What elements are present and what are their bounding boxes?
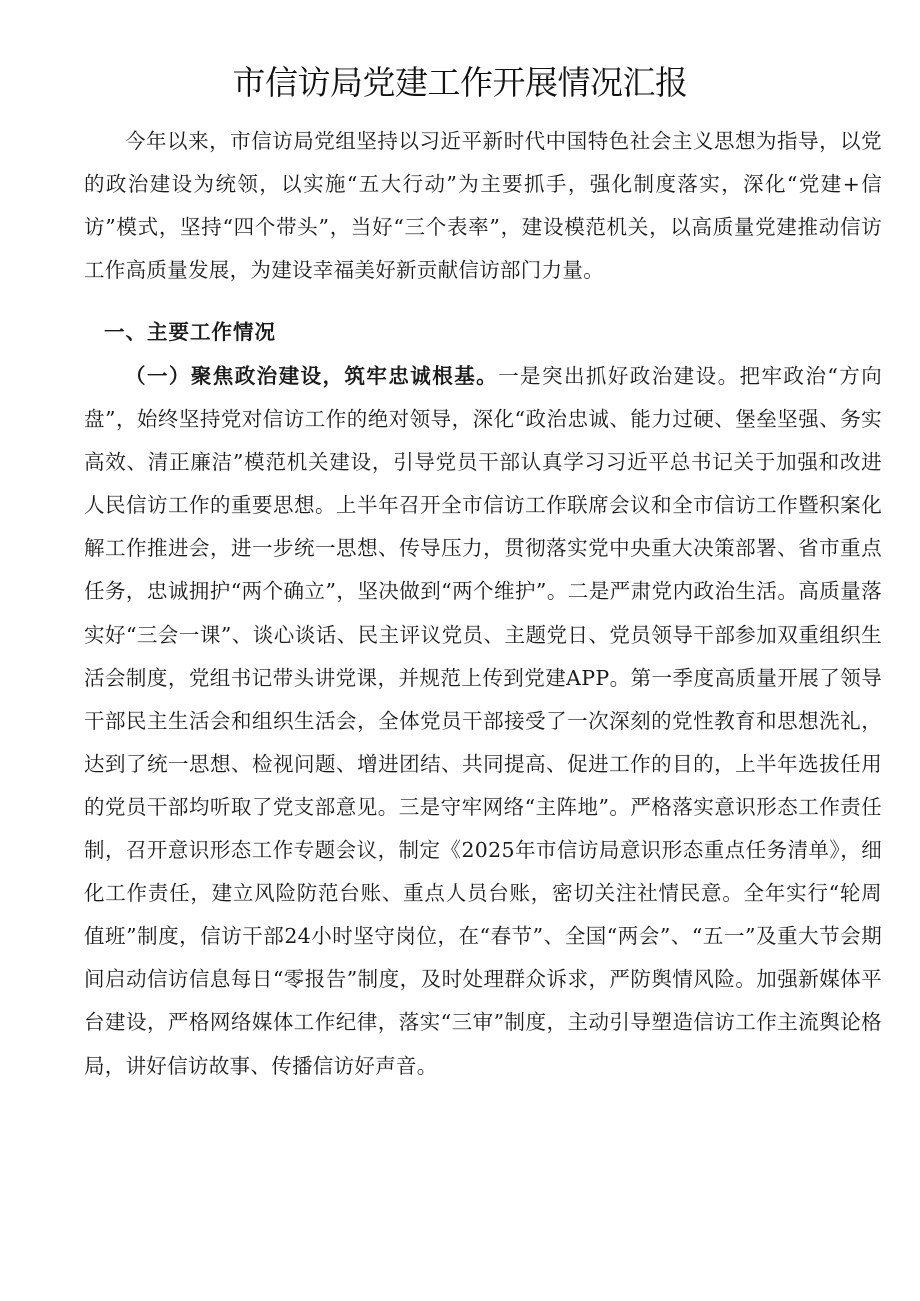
intro-paragraph: 今年以来，市信访局党组坚持以习近平新时代中国特色社会主义思想为指导，以党的政治建设为统领，以实施“五大行动”为主要抓手，强化制度落实，深化“党建+信访”模式，坚持“四个带头”，当好“三个表率”，建设模范机关，以高质量党建推动信访工作高质量发展，为建设幸福美好新贡献信访部门力量。 (84, 129, 882, 283)
subsection-lead-heading: （一）聚焦政治建设，筑牢忠诚根基。 (125, 364, 499, 388)
document-title: 市信访局党建工作开展情况汇报 (232, 63, 688, 102)
subsection-paragraph-political-building (84, 355, 882, 1088)
subsection-body-text: 一是突出抓好政治建设。把牢政治“方向盘”，始终坚持党对信访工作的绝对领导，深化“政治忠诚、能力过硬、堡垒坚强、务实高效、清正廉洁”模范机关建设，引导党员干部认真学习习近平总书记关于加强和改进人民信访工作的重要思想。上半年召开全市信访工作联席会议和全市信访工作暨积案化解工作推进会，进一步统一思想、传导压力，贯彻落实党中央重大决策部署、省市重点任务，忠诚拥护“两个确立”，坚决做到“两个维护”。二是严肃党内政治生活。高质量落实好“三会一课”、谈心谈话、民主评议党员、主题党日、党员领导干部参加双重组织生活会制度，党组书记带头讲党课，并规范上传到党建APP。第一季度高质量开展了领导干部民主生活会和组织生活会，全体党员干部接受了一次深刻的党性教育和思想洗礼，达到了统一思想、检视问题、增进团结、共同提高、促进工作的目的，上半年选拔任用的党员干部均听取了党支部意见。三是守牢网络“主阵地”。严格落实意识形态工作责任制，召开意识形态工作专题会议，制定《2025年市信访局意识形态重点任务清单》，细化工作责任，建立风险防范台账、重点人员台账，密切关注社情民意。全年实行“轮周值班”制度，信访干部24小时坚守岗位，在“春节”、全国“两会”、“五一”及重大节会期间启动信访信息每日“零报告”制度，及时处理群众诉求，严防舆情风险。加强新媒体平台建设，严格网络媒体工作纪律，落实“三审”制度，主动引导塑造信访工作主流舆论格局，讲好信访故事、传播信访好声音。 (84, 364, 882, 1078)
section-heading-main-work: 一、主要工作情况 (104, 320, 276, 344)
